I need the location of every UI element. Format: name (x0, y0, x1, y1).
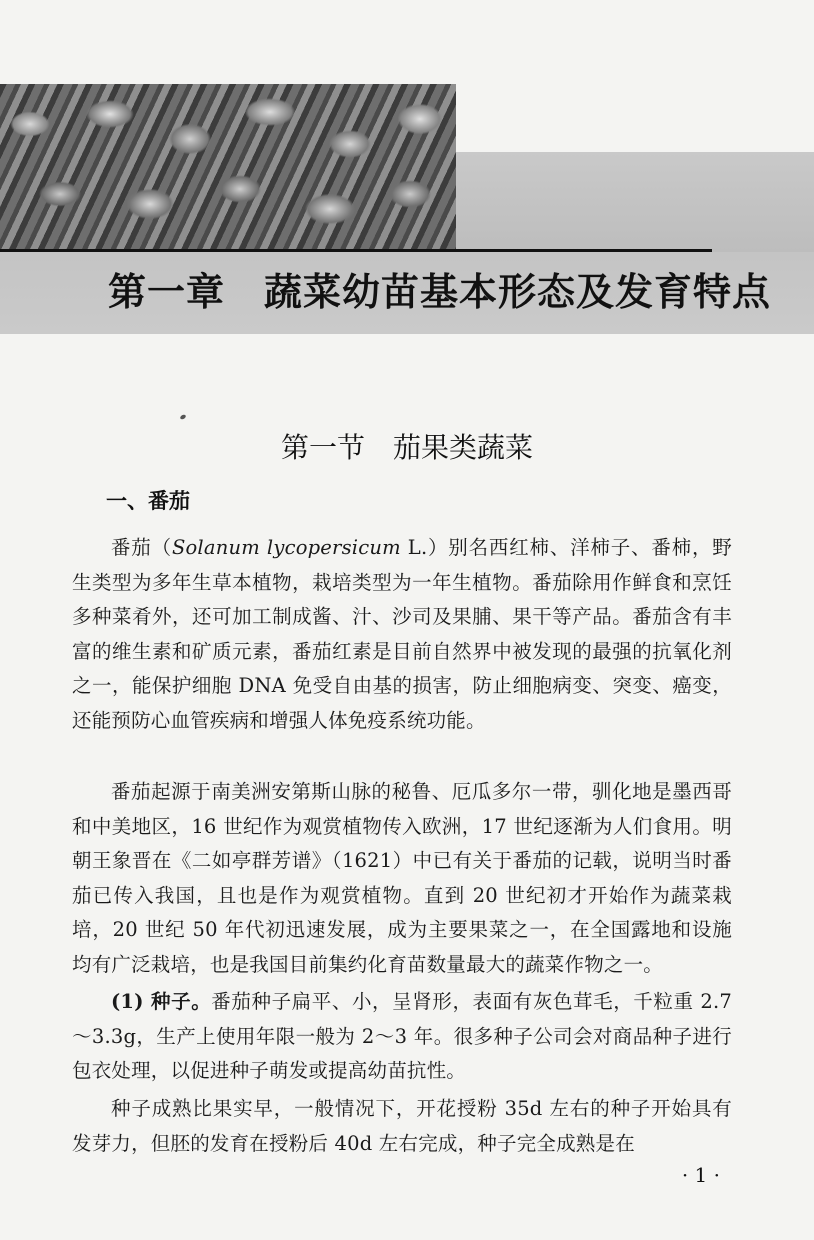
seedling-photo (0, 84, 456, 252)
chapter-title: 第一章 蔬菜幼苗基本形态及发育特点 (108, 269, 772, 314)
paragraph-intro (72, 531, 732, 738)
ink-speck (179, 414, 186, 420)
paragraph-maturity-text: 种子成熟比果实早，一般情况下，开花授粉 35d 左右的种子开始具有发芽力，但胚的发育在授粉后 40d 左右完成，种子完全成熟是在 (72, 1097, 732, 1155)
paragraph-intro-start: 番茄（ (111, 536, 172, 559)
header-rule (0, 249, 712, 252)
paragraph-seed (72, 985, 732, 1089)
paragraph-origin-text: 番茄起源于南美洲安第斯山脉的秘鲁、厄瓜多尔一带，驯化地是墨西哥和中美地区，16 世纪作为观赏植物传入欧洲，17 世纪逐渐为人们食用。明朝王象晋在《二如亭群芳谱》（1621）中已有关于番茄的记载，说明当时番茄已传入我国，且也是作为观赏植物。直到 20 世纪初才开始作为蔬菜栽培，20 世纪 50 年代初迅速发展，成为主要果菜之一，在全国露地和设施均有广泛栽培，也是我国目前集约化育苗数量最大的蔬菜作物之一。 (72, 780, 732, 976)
header-banner-right (456, 152, 814, 252)
paragraph-intro-rest: L.）别名西红柿、洋柿子、番柿，野生类型为多年生草本植物，栽培类型为一年生植物。番茄除用作鲜食和烹饪多种菜肴外，还可加工制成酱、汁、沙司及果脯、果干等产品。番茄含有丰富的维生素和矿质元素，番茄红素是目前自然界中被发现的最强的抗氧化剂之一，能保护细胞 DNA 免受自由基的损害，防止细胞病变、突变、癌变，还能预防心血管疾病和增强人体免疫系统功能。 (72, 536, 732, 732)
paragraph-origin (72, 775, 732, 982)
section-title: 第一节 茄果类蔬菜 (280, 431, 533, 464)
paragraph-maturity (72, 1092, 732, 1161)
seed-label: (1) 种子。 (111, 990, 212, 1013)
paragraph-seed-text: 番茄种子扁平、小，呈肾形，表面有灰色茸毛，千粒重 2.7～3.3g，生产上使用年限一般为 2～3 年。很多种子公司会对商品种子进行包衣处理，以促进种子萌发或提高幼苗抗性。 (72, 990, 732, 1082)
subsection-title: 一、番茄 (106, 488, 190, 513)
latin-name: Solanum lycopersicum (171, 536, 401, 559)
page-number: · 1 · (681, 1163, 720, 1187)
